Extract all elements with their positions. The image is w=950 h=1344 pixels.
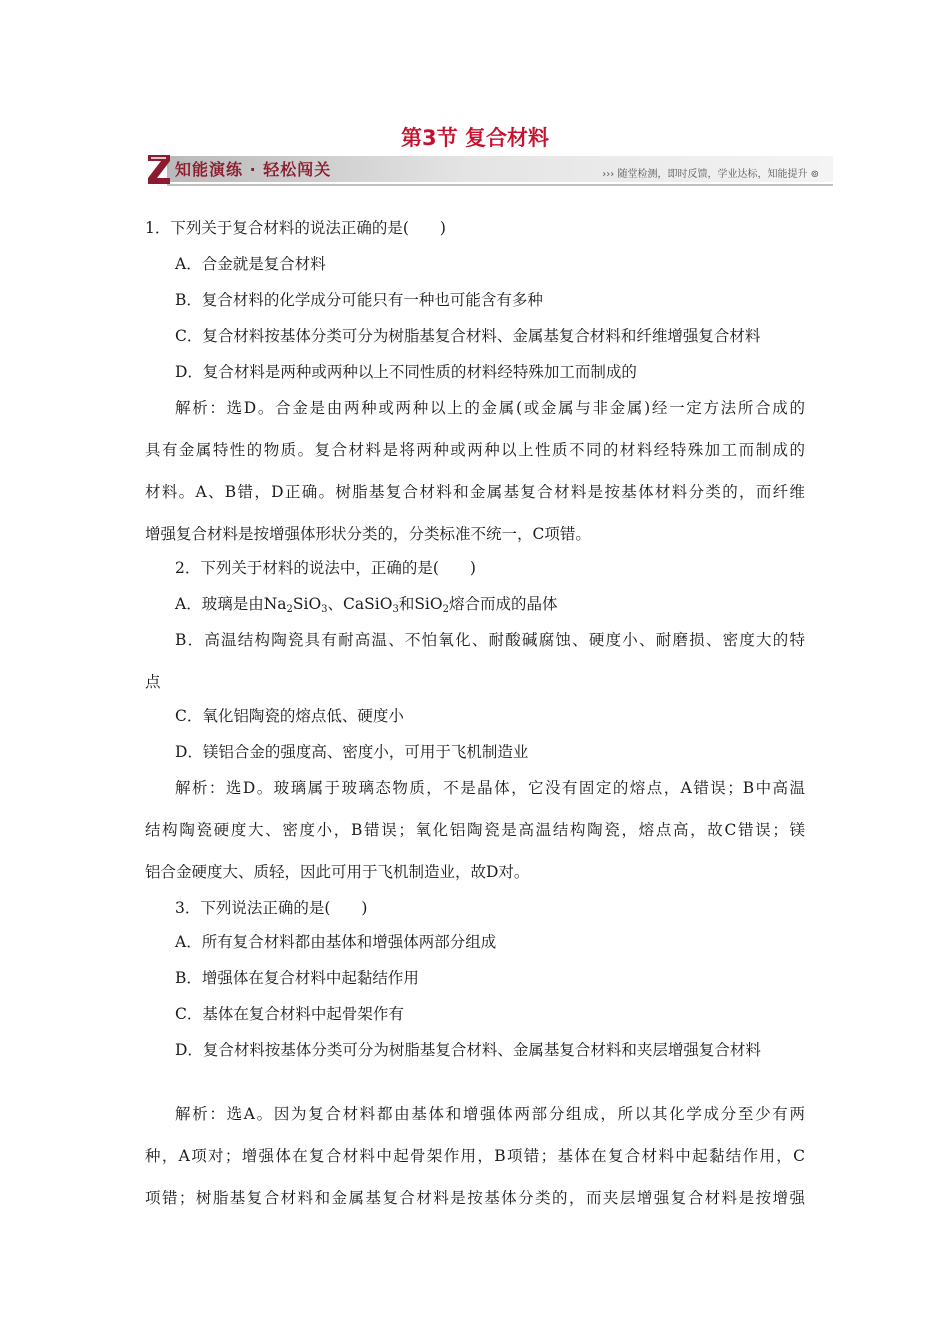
section-banner xyxy=(145,152,833,187)
question-3-stem: 3．下列说法正确的是( ) xyxy=(175,899,368,917)
banner-underline xyxy=(167,184,833,186)
question-3-solution-line: 项错；树脂基复合材料和金属基复合材料是按基体分类的，而夹层增强复合材料是按增强 xyxy=(145,1189,805,1207)
question-1-stem: 1．下列关于复合材料的说法正确的是( ) xyxy=(145,219,446,237)
question-2-option-b: B．高温结构陶瓷具有耐高温、不怕氧化、耐酸碱腐蚀、硬度小、耐磨损、密度大的特 xyxy=(175,631,805,649)
question-2-option-b-cont: 点 xyxy=(145,673,161,691)
question-1-option-a: A．合金就是复合材料 xyxy=(175,255,326,273)
question-2-option-c: C．氧化铝陶瓷的熔点低、硬度小 xyxy=(175,707,404,725)
banner-slogan: ››› 随堂检测，即时反馈，学业达标，知能提升 ⊚ xyxy=(602,169,819,180)
question-1-option-d: D．复合材料是两种或两种以上不同性质的材料经特殊加工而制成的 xyxy=(175,363,637,381)
question-3-option-b: B．增强体在复合材料中起黏结作用 xyxy=(175,969,419,987)
question-1-solution-line: 具有金属特性的物质。复合材料是将两种或两种以上性质不同的材料经特殊加工而制成的 xyxy=(145,441,805,459)
question-3-solution-line: 种，A项对；增强体在复合材料中起骨架作用，B项错；基体在复合材料中起黏结作用，C xyxy=(145,1147,805,1165)
question-2-solution-line: 铝合金硬度大、质轻，因此可用于飞机制造业，故D对。 xyxy=(145,863,530,881)
question-3-solution-line: 解析：选A。因为复合材料都由基体和增强体两部分组成，所以其化学成分至少有两 xyxy=(175,1105,805,1123)
question-2-option-a: A．玻璃是由$Na_2SiO_3$、CaSiO$_3$和SiO$_2$熔合而成的晶体 xyxy=(175,595,558,615)
page-title: 第3节 复合材料 xyxy=(401,126,549,150)
question-1-option-c: C．复合材料按基体分类可分为树脂基复合材料、金属基复合材料和纤维增强复合材料 xyxy=(175,327,761,345)
question-3-option-d: D．复合材料按基体分类可分为树脂基复合材料、金属基复合材料和夹层增强复合材料 xyxy=(175,1041,761,1059)
question-3-option-a: A．所有复合材料都由基体和增强体两部分组成 xyxy=(175,933,497,951)
question-2-solution-line: 解析：选D。玻璃属于玻璃态物质，不是晶体，它没有固定的熔点，A错误；B中高温 xyxy=(175,779,805,797)
question-1-solution-line: 增强复合材料是按增强体形状分类的，分类标准不统一，C项错。 xyxy=(145,525,591,543)
question-2-option-d: D．镁铝合金的强度高、密度小，可用于飞机制造业 xyxy=(175,743,529,761)
question-1-option-b: B．复合材料的化学成分可能只有一种也可能含有多种 xyxy=(175,291,543,309)
z-logo-icon xyxy=(145,152,173,187)
banner-heading: 知能演练 · 轻松闯关 xyxy=(175,160,332,179)
question-3-option-c: C．基体在复合材料中起骨架作有 xyxy=(175,1005,404,1023)
question-1-solution-line: 解析：选D。合金是由两种或两种以上的金属(或金属与非金属)经一定方法所合成的 xyxy=(175,399,805,417)
question-2-stem: 2．下列关于材料的说法中，正确的是( ) xyxy=(175,559,476,577)
question-1-solution-line: 材料。A、B错，D正确。树脂基复合材料和金属基复合材料是按基体材料分类的，而纤维 xyxy=(145,483,805,501)
question-2-solution-line: 结构陶瓷硬度大、密度小，B错误；氧化铝陶瓷是高温结构陶瓷，熔点高，故C错误；镁 xyxy=(145,821,805,839)
